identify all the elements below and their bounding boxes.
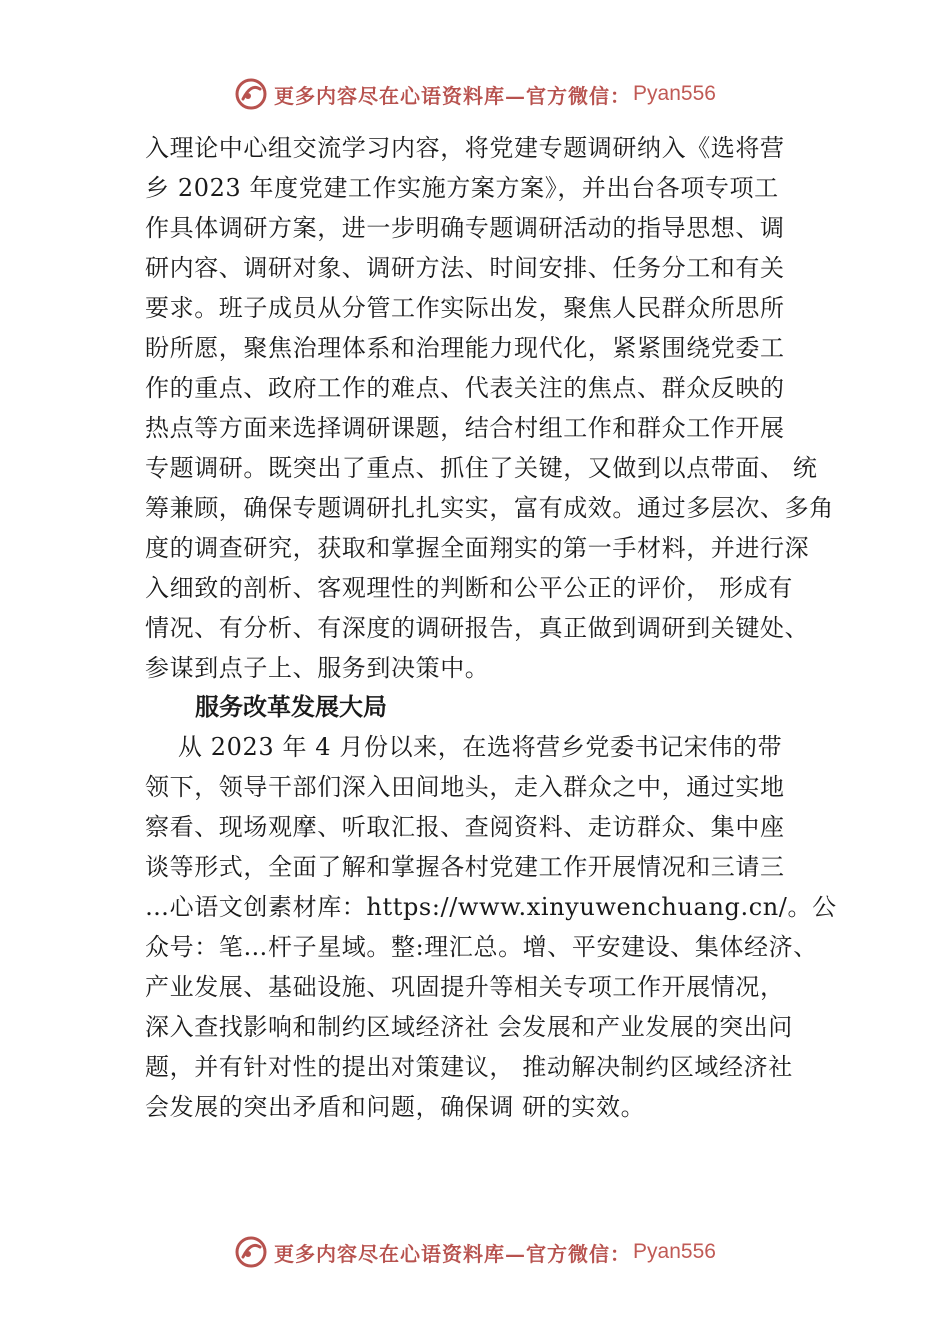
text-line: 入细致的剖析、客观理性的判断和公平公正的评价， 形成有 [145, 574, 793, 602]
text-line: 盼所愿，聚焦治理体系和治理能力现代化，紧紧围绕党委工 [145, 334, 785, 362]
text-line: 研内容、调研对象、调研方法、时间安排、任务分工和有关 [145, 254, 785, 282]
text-line: 深入查找影响和制约区域经济社 会发展和产业发展的突出问 [145, 1013, 793, 1041]
text-line: 产业发展、基础设施、巩固提升等相关专项工作开展情况， [145, 973, 785, 1001]
banner-text: 更多内容尽在心语资料库—官方微信： [274, 83, 632, 108]
text-line: 谈等形式，全面了解和掌握各村党建工作开展情况和三请三 [145, 853, 785, 881]
text-line: 参谋到点子上、服务到决策中。 [145, 654, 490, 682]
text-line: 题，并有针对性的提出对策建议， 推动解决制约区域经济社 [145, 1053, 793, 1081]
banner-wechat-id: Pyan556 [633, 1240, 716, 1263]
text-line: 会发展的突出矛盾和问题，确保调 研的实效。 [145, 1093, 646, 1121]
text-line: 度的调查研究，获取和掌握全面翔实的第一手材料，并进行深 [145, 534, 810, 562]
text-line: 作具体调研方案，进一步明确专题调研活动的指导思想、调 [145, 214, 785, 242]
xinyu-logo-icon [234, 77, 268, 111]
text-line: 专题调研。既突出了重点、抓住了关键，又做到以点带面、 统 [145, 454, 818, 482]
text-line: 筹兼顾，确保专题调研扎扎实实，富有成效。通过多层次、多角 [145, 494, 834, 522]
banner-wechat-id: Pyan556 [633, 82, 716, 105]
section-heading: 服务改革发展大局 [195, 693, 387, 721]
text-line: 作的重点、政府工作的难点、代表关注的焦点、群众反映的 [145, 374, 785, 402]
text-line: 从 2023 年 4 月份以来，在选将营乡党委书记宋伟的带 [145, 733, 783, 761]
text-line: 要求。班子成员从分管工作实际出发，聚焦人民群众所思所 [145, 294, 785, 322]
header-watermark-banner [0, 72, 950, 116]
text-line: 情况、有分析、有深度的调研报告，真正做到调研到关键处、 [145, 614, 810, 642]
banner-text: 更多内容尽在心语资料库—官方微信： [274, 1241, 632, 1266]
text-line: 众号：笔…杆子星域。整:理汇总。增、平安建设、集体经济、 [145, 933, 818, 961]
footer-watermark-banner [0, 1230, 950, 1274]
text-line: 热点等方面来选择调研课题，结合村组工作和群众工作开展 [145, 414, 785, 442]
text-line: 领下，领导干部们深入田间地头，走入群众之中，通过实地 [145, 773, 785, 801]
text-line: 入理论中心组交流学习内容，将党建专题调研纳入《选将营 [145, 134, 785, 162]
text-line: …心语文创素材库：https://www.xinyuwenchuang.cn/。公 [145, 893, 837, 921]
text-line: 察看、现场观摩、听取汇报、查阅资料、走访群众、集中座 [145, 813, 785, 841]
text-line: 乡 2023 年度党建工作实施方案方案》，并出台各项专项工 [145, 174, 779, 202]
xinyu-logo-icon [234, 1235, 268, 1269]
